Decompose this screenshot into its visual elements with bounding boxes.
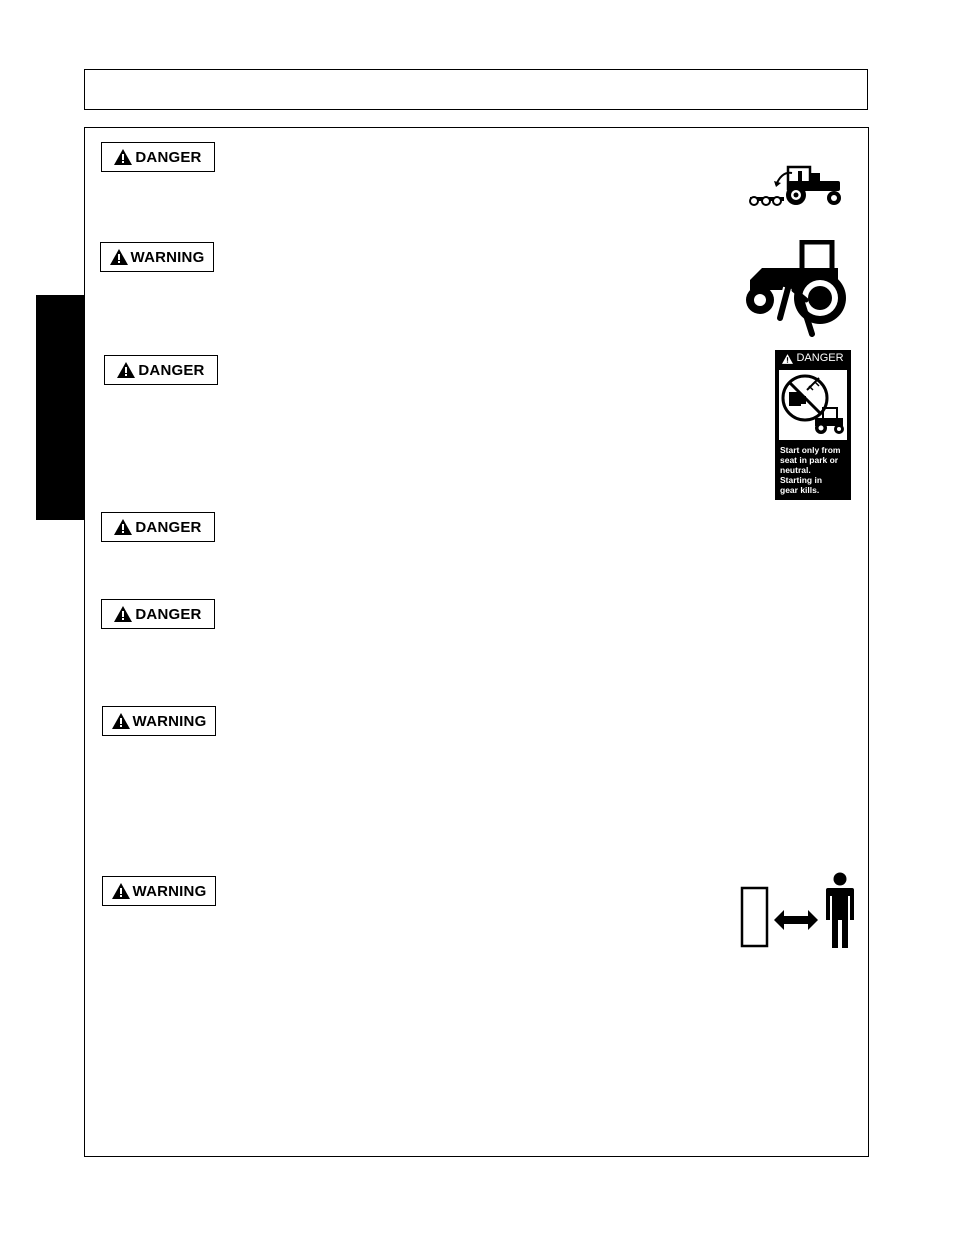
signal-word: WARNING — [132, 882, 207, 900]
header-box — [84, 69, 868, 110]
warning-badge — [100, 242, 214, 272]
decal-line: seat in park or — [780, 455, 839, 465]
keep-distance-icon — [740, 872, 856, 950]
signal-word: DANGER — [138, 361, 205, 379]
decal-line: Start only from — [780, 445, 841, 455]
danger-badge — [101, 599, 215, 629]
tractor-runover-icon — [742, 240, 846, 337]
no-bypass-start-icon — [779, 370, 847, 440]
warning-badge — [102, 876, 216, 906]
warning-triangle-icon — [114, 519, 132, 535]
decal-title — [775, 353, 851, 364]
warning-triangle-icon — [114, 149, 132, 165]
signal-word: WARNING — [130, 248, 205, 266]
danger-badge — [101, 512, 215, 542]
warning-triangle-icon — [782, 354, 793, 364]
warning-triangle-icon — [114, 606, 132, 622]
danger-badge — [104, 355, 218, 385]
signal-word: DANGER — [135, 148, 202, 166]
tractor-rollover-icon — [748, 163, 844, 208]
decal-line: gear kills. — [780, 485, 820, 495]
start-from-seat-decal — [775, 350, 851, 500]
signal-word: WARNING — [132, 712, 207, 730]
signal-word: DANGER — [135, 518, 202, 536]
decal-line: Starting in — [780, 475, 823, 485]
warning-triangle-icon — [110, 249, 128, 265]
decal-pictogram — [779, 370, 847, 440]
decal-title-text: DANGER — [796, 352, 844, 364]
decal-message — [780, 445, 850, 495]
section-tab — [36, 295, 84, 520]
warning-triangle-icon — [112, 883, 130, 899]
warning-triangle-icon — [117, 362, 135, 378]
decal-line: neutral. — [780, 465, 811, 475]
signal-word: DANGER — [135, 605, 202, 623]
danger-badge — [101, 142, 215, 172]
warning-badge — [102, 706, 216, 736]
warning-triangle-icon — [112, 713, 130, 729]
